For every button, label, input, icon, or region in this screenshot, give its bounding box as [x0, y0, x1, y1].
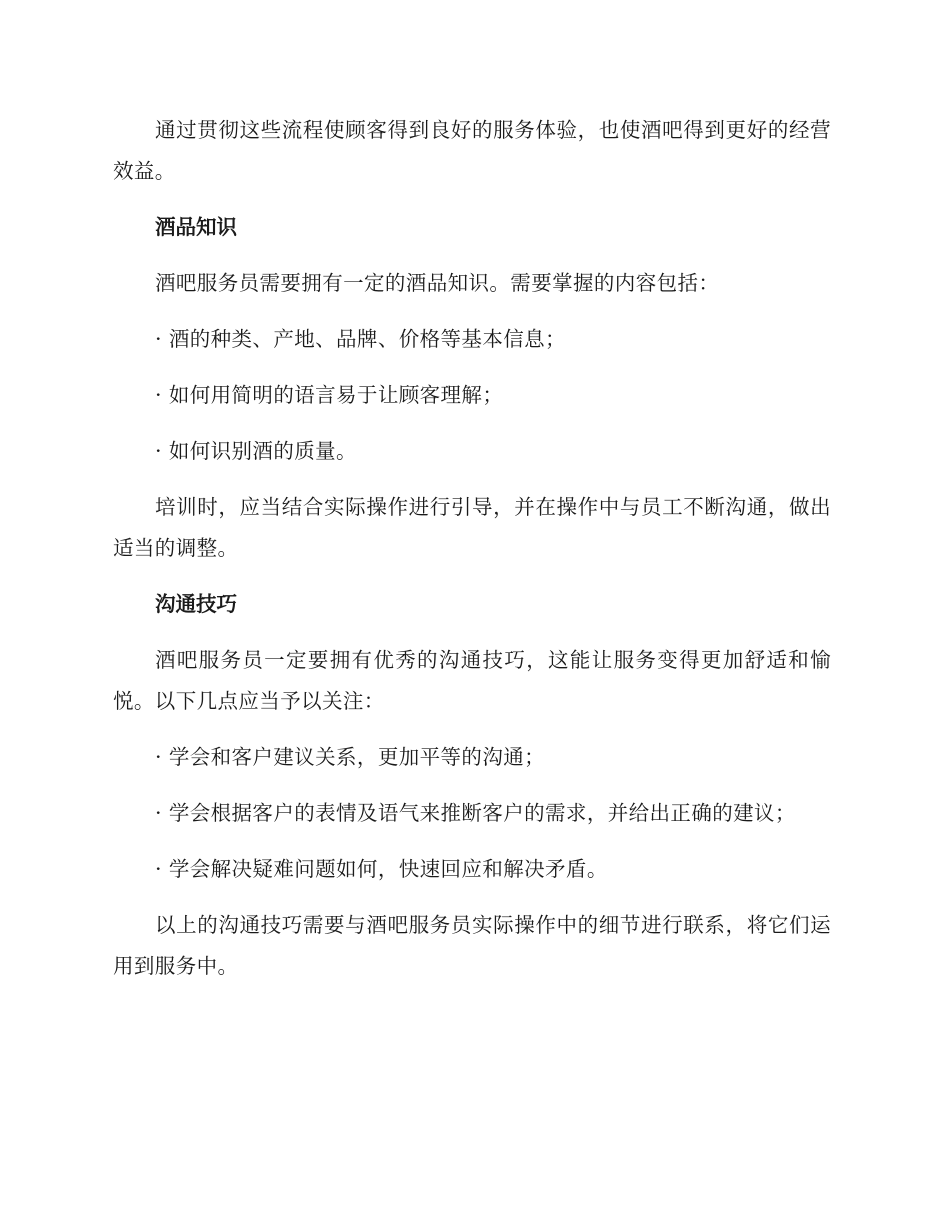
section-heading-communication-skills: 沟通技巧	[155, 592, 237, 616]
section1-paragraph: 酒吧服务员需要拥有一定的酒品知识。需要掌握的内容包括：	[155, 271, 720, 295]
section1-bullet-item: · 酒的种类、产地、品牌、价格等基本信息；	[155, 327, 566, 351]
section2-bullet-item: · 学会和客户建议关系，更加平等的沟通；	[155, 745, 546, 769]
section2-paragraph: 酒吧服务员一定要拥有优秀的沟通技巧，这能让服务变得更加舒适和愉悦。以下几点应当予以关注：	[113, 648, 831, 713]
section1-bullet-item: · 如何用简明的语言易于让顾客理解；	[155, 383, 504, 407]
section2-bullet-item: · 学会解决疑难问题如何，快速回应和解决矛盾。	[155, 857, 608, 881]
section2-bullet-item: · 学会根据客户的表情及语气来推断客户的需求，并给出正确的建议；	[155, 801, 796, 825]
section-heading-wine-knowledge: 酒品知识	[155, 215, 237, 239]
section1-bullet-item: · 如何识别酒的质量。	[155, 439, 357, 463]
section2-closing-paragraph: 以上的沟通技巧需要与酒吧服务员实际操作中的细节进行联系，将它们运用到服务中。	[113, 913, 831, 978]
document-page	[113, 110, 831, 987]
section1-closing-paragraph: 培训时，应当结合实际操作进行引导，并在操作中与员工不断沟通，做出适当的调整。	[113, 495, 831, 560]
intro-paragraph: 通过贯彻这些流程使顾客得到良好的服务体验，也使酒吧得到更好的经营效益。	[113, 118, 831, 183]
